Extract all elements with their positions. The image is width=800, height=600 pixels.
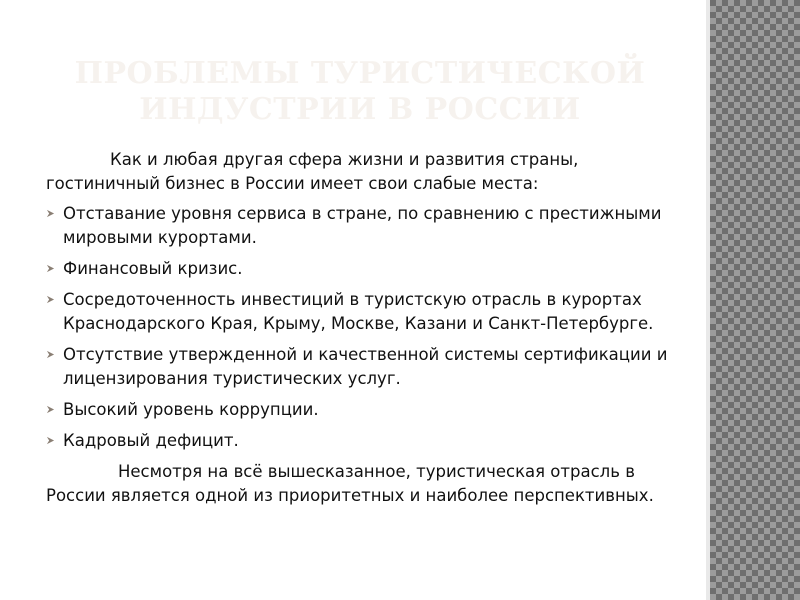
intro-paragraph: Как и любая другая сфера жизни и развития страны, гостиничный бизнес в России имеет свои слабые места: — [46, 150, 579, 193]
conclusion-paragraph: Несмотря на всё вышесказанное, туристическая отрасль в России является одной из приоритетных и наиболее перспективных. — [46, 462, 654, 505]
slide-title-line-2: ИНДУСТРИИ В РОССИИ — [139, 92, 581, 127]
list-item-text: Финансовый кризис. — [63, 259, 243, 278]
chevron-arrow-icon — [46, 209, 55, 218]
list-item — [46, 202, 671, 250]
slide-content — [46, 148, 671, 514]
list-item — [46, 398, 671, 422]
list-item — [46, 429, 671, 453]
list-item — [46, 343, 671, 391]
slide-title — [40, 56, 680, 128]
chevron-arrow-icon — [46, 436, 55, 445]
list-item — [46, 257, 671, 281]
list-item-text: Отсутствие утвержденной и качественной системы сертификации и лицензирования туристических услуг. — [63, 345, 668, 388]
list-item-text: Сосредоточенность инвестиций в туристскую отрасль в курортах Краснодарского Края, Крыму, Москве, Казани и Санкт-Петербурге. — [63, 290, 654, 333]
slide-title-line-1: ПРОБЛЕМЫ ТУРИСТИЧЕСКОЙ — [74, 56, 646, 91]
decorative-pattern-strip — [710, 0, 800, 600]
list-item-text: Отставание уровня сервиса в стране, по сравнению с престижными мировыми курортами. — [63, 204, 662, 247]
list-item — [46, 288, 671, 336]
chevron-arrow-icon — [46, 350, 55, 359]
chevron-arrow-icon — [46, 405, 55, 414]
list-item-text: Высокий уровень коррупции. — [63, 400, 319, 419]
problems-list — [46, 202, 671, 453]
chevron-arrow-icon — [46, 295, 55, 304]
chevron-arrow-icon — [46, 264, 55, 273]
list-item-text: Кадровый дефицит. — [63, 431, 239, 450]
